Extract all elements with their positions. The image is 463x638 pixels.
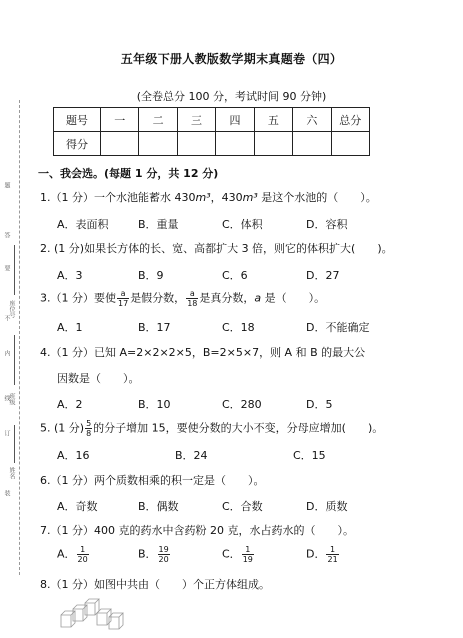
option: A．3 bbox=[57, 269, 83, 282]
question-text: 5. (1 分) bbox=[40, 421, 85, 435]
option: A．2 bbox=[57, 398, 83, 411]
question-4: 4.（1 分）已知 A=2×2×2×5，B=2×5×7，则 A 和 B 的最大公 bbox=[40, 346, 366, 359]
margin-label: 线 bbox=[3, 395, 10, 401]
question-2: 2. (1 分)如果长方体的长、宽、高都扩大 3 倍，则它的体积扩大( )。 bbox=[40, 242, 393, 255]
margin-label: 不 bbox=[3, 315, 10, 321]
score-header-cell: 二 bbox=[139, 108, 177, 132]
numerator: 19 bbox=[158, 545, 169, 554]
option: A．奇数 bbox=[57, 500, 98, 513]
fraction bbox=[326, 545, 338, 564]
numerator: 1 bbox=[242, 545, 254, 555]
fraction bbox=[242, 545, 254, 564]
option bbox=[138, 545, 171, 564]
fraction bbox=[186, 289, 198, 308]
margin-label: 答 bbox=[3, 232, 10, 238]
question-text: 是这个水池的（ ）。 bbox=[257, 191, 377, 204]
option-label: D． bbox=[306, 547, 326, 561]
option: B．9 bbox=[138, 269, 164, 282]
option-label: B． bbox=[138, 547, 157, 561]
score-header-cell: 题号 bbox=[54, 108, 101, 132]
numerator: a bbox=[117, 289, 129, 299]
option: D．27 bbox=[306, 269, 340, 282]
score-header-cell: 五 bbox=[254, 108, 292, 132]
seat-number-label: 座位号 bbox=[8, 300, 15, 318]
seat-number-line bbox=[14, 245, 15, 295]
question-7: 7.（1 分）400 克的药水中含药粉 20 克，水占药水的（ ）。 bbox=[40, 524, 354, 537]
score-cell[interactable] bbox=[293, 132, 331, 156]
question-text: 3.（1 分）要使 bbox=[40, 291, 116, 305]
option: C．体积 bbox=[222, 218, 263, 231]
option: C．280 bbox=[222, 398, 262, 411]
denominator: 21 bbox=[327, 555, 338, 564]
option: C．合数 bbox=[222, 500, 263, 513]
option: D．质数 bbox=[306, 500, 348, 513]
question-text: 是真分数， bbox=[199, 291, 255, 305]
question-text: ，430 bbox=[210, 191, 243, 204]
margin-label: 订 bbox=[3, 430, 10, 436]
question-text: 1.（1 分）一个水池能蓄水 430 bbox=[40, 191, 196, 204]
option: B．10 bbox=[138, 398, 171, 411]
numerator: 1 bbox=[77, 545, 89, 555]
option: C．18 bbox=[222, 321, 255, 334]
option: B．偶数 bbox=[138, 500, 179, 513]
denominator: 20 bbox=[77, 555, 88, 564]
numerator: a bbox=[186, 289, 198, 299]
page-title: 五年级下册人教版数学期末真题卷（四） bbox=[120, 52, 343, 66]
option bbox=[222, 545, 255, 564]
denominator: 17 bbox=[118, 299, 129, 308]
variable: a bbox=[254, 291, 262, 305]
score-table-header-row bbox=[54, 108, 370, 132]
option: A．1 bbox=[57, 321, 83, 334]
option: C．15 bbox=[293, 449, 326, 462]
option: C．6 bbox=[222, 269, 248, 282]
question-text: 的分子增加 15，要使分数的大小不变，分母应增加( )。 bbox=[93, 421, 384, 435]
margin-label: 要 bbox=[3, 265, 10, 271]
binding-line bbox=[19, 100, 20, 575]
denominator: 8 bbox=[86, 429, 92, 438]
option bbox=[306, 545, 340, 564]
unit: m³ bbox=[195, 191, 211, 204]
score-cell[interactable] bbox=[216, 132, 254, 156]
question-6: 6.（1 分）两个质数相乘的积一定是（ ）。 bbox=[40, 474, 265, 487]
option: D．5 bbox=[306, 398, 333, 411]
score-cell[interactable] bbox=[254, 132, 292, 156]
score-cell[interactable] bbox=[139, 132, 177, 156]
question-text: 是（ ）。 bbox=[261, 291, 326, 305]
question-8: 8.（1 分）如图中共由（ ）个正方体组成。 bbox=[40, 578, 270, 591]
score-table bbox=[53, 107, 370, 156]
option-label: C． bbox=[222, 547, 241, 561]
fraction bbox=[85, 419, 92, 438]
question-1 bbox=[40, 189, 377, 205]
section-heading: 一、我会选。(每题 1 分，共 12 分) bbox=[38, 167, 219, 180]
fraction bbox=[117, 289, 129, 308]
score-header-cell: 六 bbox=[293, 108, 331, 132]
option bbox=[57, 545, 90, 564]
option: B．重量 bbox=[138, 218, 179, 231]
score-header-cell: 三 bbox=[177, 108, 215, 132]
score-table-score-row bbox=[54, 132, 370, 156]
page-subtitle: (全卷总分 100 分，考试时间 90 分钟) bbox=[136, 90, 327, 103]
option-label: A． bbox=[57, 547, 76, 561]
unit: m³ bbox=[242, 191, 258, 204]
option: A．16 bbox=[57, 449, 90, 462]
numerator: 5 bbox=[86, 419, 92, 428]
name-line bbox=[14, 425, 15, 463]
name-label: 姓名 bbox=[8, 467, 15, 479]
fraction bbox=[77, 545, 89, 564]
denominator: 18 bbox=[187, 299, 198, 308]
score-header-cell: 总分 bbox=[331, 108, 369, 132]
numerator: 1 bbox=[326, 545, 338, 555]
option: A．表面积 bbox=[57, 218, 109, 231]
score-header-cell: 四 bbox=[216, 108, 254, 132]
margin-label: 内 bbox=[3, 350, 10, 356]
question-text: 是假分数， bbox=[130, 291, 186, 305]
score-header-cell: 一 bbox=[101, 108, 139, 132]
question-4-continued: 因数是（ ）。 bbox=[57, 372, 140, 385]
cube-stack-figure bbox=[55, 597, 135, 631]
question-3 bbox=[40, 289, 325, 308]
class-line bbox=[14, 335, 15, 385]
margin-label: 装 bbox=[3, 490, 10, 496]
class-label: 班级 bbox=[8, 393, 15, 405]
score-cell[interactable] bbox=[331, 132, 369, 156]
question-5 bbox=[40, 419, 383, 438]
option: D．容积 bbox=[306, 218, 348, 231]
score-row-label: 得分 bbox=[54, 132, 101, 156]
score-cell[interactable] bbox=[101, 132, 139, 156]
fraction bbox=[158, 545, 170, 564]
score-cell[interactable] bbox=[177, 132, 215, 156]
denominator: 20 bbox=[158, 555, 169, 564]
option: D．不能确定 bbox=[306, 321, 370, 334]
option: B．24 bbox=[175, 449, 208, 462]
margin-label: 题 bbox=[3, 182, 10, 188]
option: B．17 bbox=[138, 321, 171, 334]
denominator: 19 bbox=[242, 555, 253, 564]
